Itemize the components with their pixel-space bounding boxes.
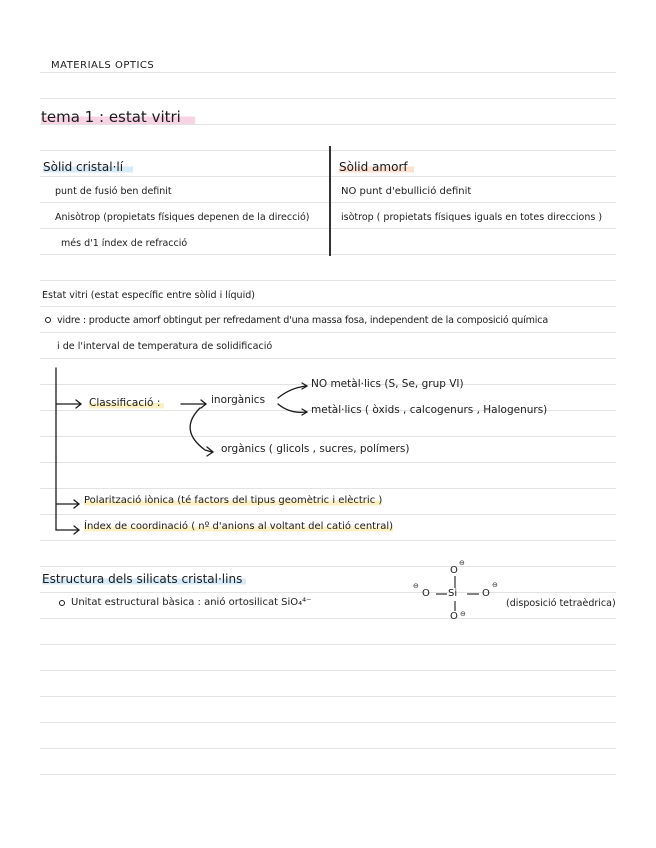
- unitat-estructural-line: Unitat estructural bàsica : anió ortosilicat SiO₄⁴⁻: [71, 597, 312, 608]
- oxygen-right: O: [482, 588, 490, 599]
- vidre-definition-line-1: vidre : producte amorf obtingut per refredament d'una massa fosa, independent de la composició química: [57, 315, 549, 326]
- amorphous-line-1: NO punt d'ebullició definit: [341, 186, 472, 197]
- bullet: [59, 600, 65, 606]
- no-metallics-label: NO metàl·lics (S, Se, grup VI): [311, 378, 464, 390]
- crystalline-line-1: punt de fusió ben definit: [55, 186, 172, 197]
- polaritzacio-label: Polarització iònica (té factors del tipus geomètric i elèctric ): [84, 495, 383, 506]
- disposicio-label: (disposició tetraèdrica): [506, 598, 616, 609]
- crystalline-heading: Sòlid cristal·lí: [43, 161, 133, 173]
- amorphous-line-2: isòtrop ( propietats físiques iguals en totes direccions ): [341, 212, 603, 223]
- oxygen-left: O: [422, 588, 430, 599]
- amorphous-heading: Sòlid amorf: [339, 161, 414, 173]
- page-header: MATERIALS OPTICS: [51, 60, 155, 71]
- charge-top: ⊖: [459, 559, 465, 567]
- classificacio-label: Classificació :: [89, 398, 164, 409]
- crystalline-line-3: més d'1 índex de refracció: [61, 238, 188, 249]
- crystalline-line-2: Anisòtrop (propietats físiques depenen de la direcció): [55, 212, 310, 223]
- vidre-definition-line-2: i de l'interval de temperatura de solidificació: [57, 341, 273, 352]
- section-silicats-title: Estructura dels silicats cristal·lins: [42, 573, 246, 585]
- section-estat-vitri-title: Estat vitri (estat específic entre sòlid i líquid): [42, 290, 255, 301]
- page-title: tema 1 : estat vitri: [41, 110, 195, 125]
- organics-label: orgànics ( glicols , sucres, polímers): [221, 443, 410, 455]
- metallics-label: metàl·lics ( òxids , calcogenurs , Halogenurs): [311, 404, 548, 416]
- oxygen-bottom: O: [450, 611, 458, 622]
- inorganics-label: inorgànics: [211, 394, 266, 406]
- charge-right: ⊖: [492, 581, 498, 589]
- charge-bottom: ⊖: [460, 610, 466, 618]
- silicon-center: Si: [448, 588, 458, 599]
- charge-left: ⊖: [413, 582, 419, 590]
- index-coordinacio-label: Índex de coordinació ( nº d'anions al voltant del catió central): [84, 521, 394, 532]
- oxygen-top: O: [450, 565, 458, 576]
